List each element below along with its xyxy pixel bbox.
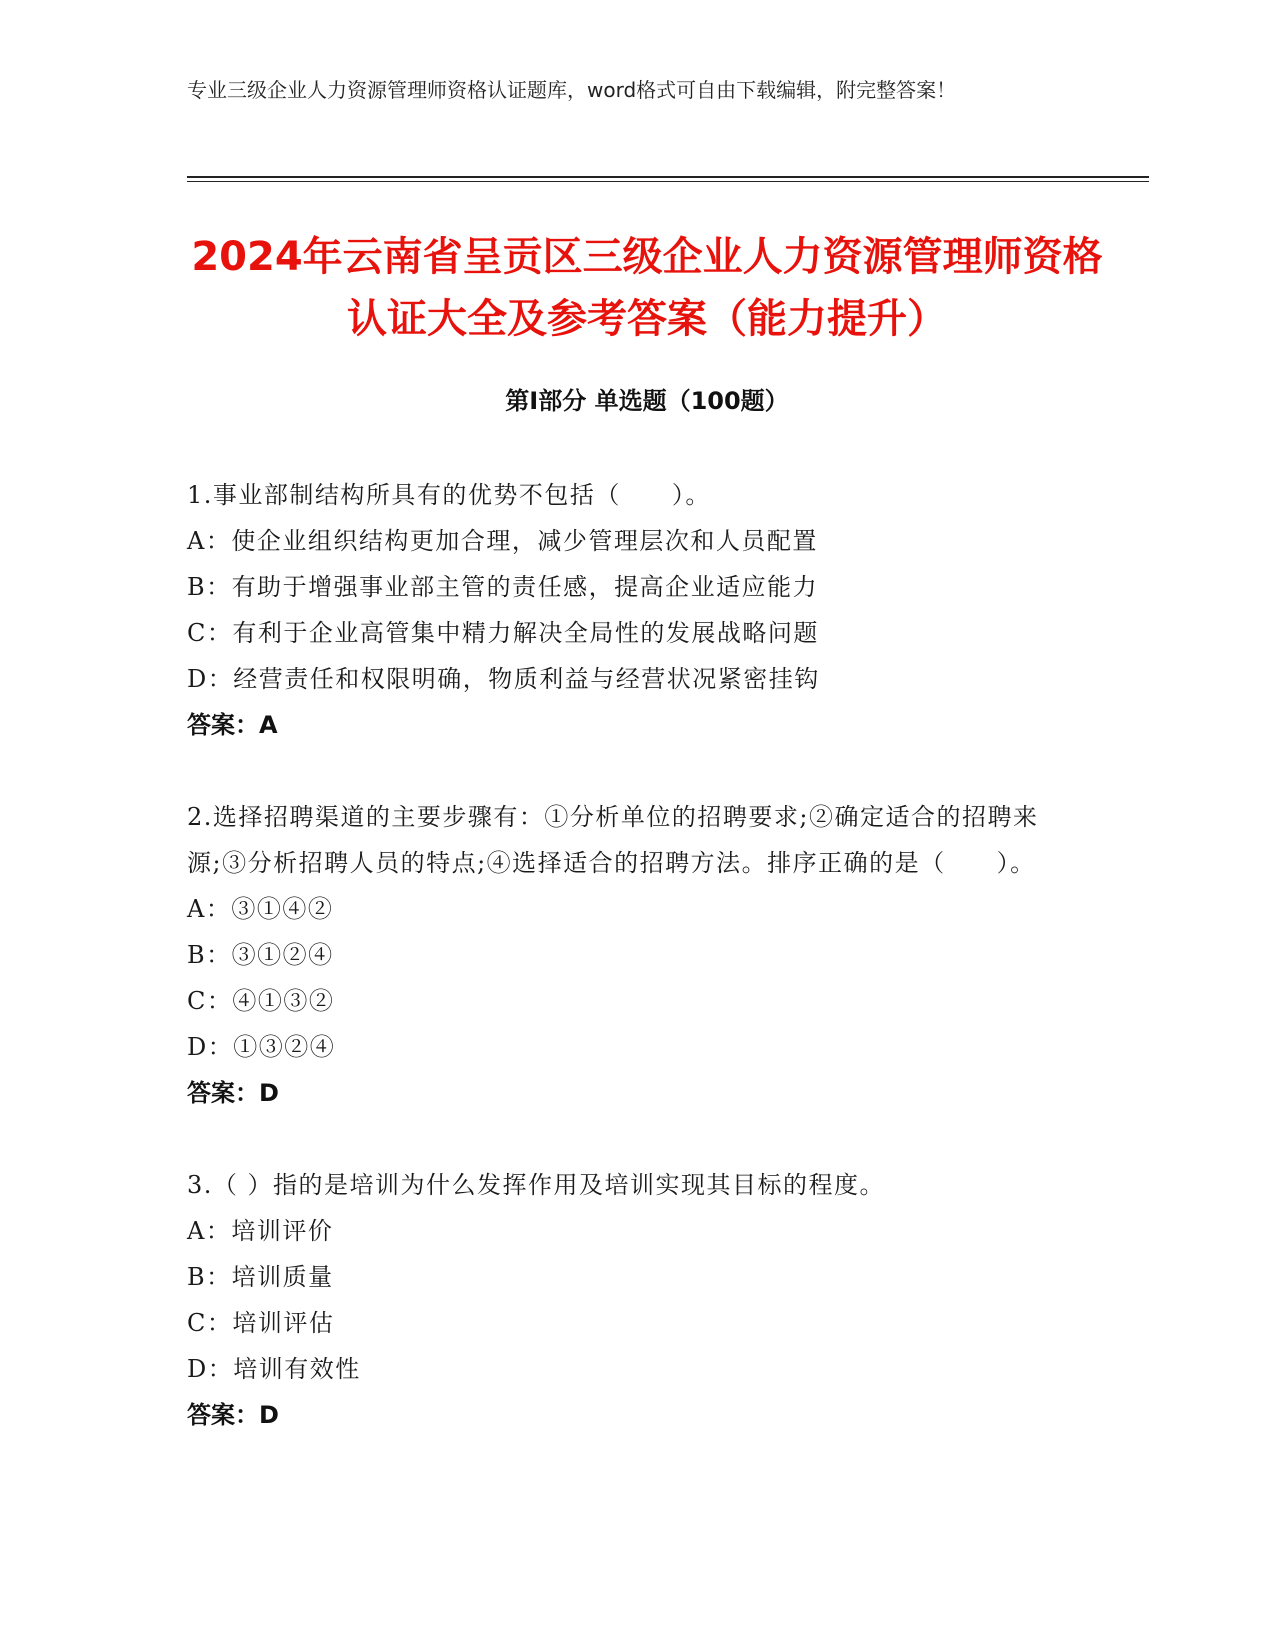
question-list [187,472,1087,1484]
header-divider-thick [187,176,1149,178]
question-stem: 2.选择招聘渠道的主要步骤有：①分析单位的招聘要求;②确定适合的招聘来源;③分析招聘人员的特点;④选择适合的招聘方法。排序正确的是（ ）。 [187,803,1039,877]
header-divider-thin [187,181,1149,182]
option-c: C：④①③② [187,987,335,1015]
option-d: D：经营责任和权限明确，物质利益与经营状况紧密挂钩 [187,665,820,693]
option-d: D：培训有效性 [187,1355,361,1383]
option-d: D：①③②④ [187,1033,336,1061]
question-3 [187,1162,1087,1438]
option-a: A：培训评价 [187,1217,334,1245]
section-title: 第I部分 单选题（100题） [505,387,789,415]
question-1 [187,472,1087,748]
question-stem: 1.事业部制结构所具有的优势不包括（ ）。 [187,481,711,509]
question-2 [187,794,1087,1116]
option-a: A：③①④② [187,895,334,923]
option-a: A：使企业组织结构更加合理，减少管理层次和人员配置 [187,527,818,555]
answer-label: 答案：A [187,711,278,739]
option-b: B：③①②④ [187,941,334,969]
answer-label: 答案：D [187,1401,279,1429]
option-c: C：有利于企业高管集中精力解决全局性的发展战略问题 [187,619,819,647]
option-b: B：培训质量 [187,1263,334,1291]
document-title: 2024年云南省呈贡区三级企业人力资源管理师资格认证大全及参考答案（能力提升） [191,234,1103,342]
header-note: 专业三级企业人力资源管理师资格认证题库，word格式可自由下载编辑，附完整答案！ [187,78,957,102]
answer-label: 答案：D [187,1079,279,1107]
option-c: C：培训评估 [187,1309,335,1337]
question-stem: 3.（ ）指的是培训为什么发挥作用及培训实现其目标的程度。 [187,1171,886,1199]
option-b: B：有助于增强事业部主管的责任感，提高企业适应能力 [187,573,819,601]
